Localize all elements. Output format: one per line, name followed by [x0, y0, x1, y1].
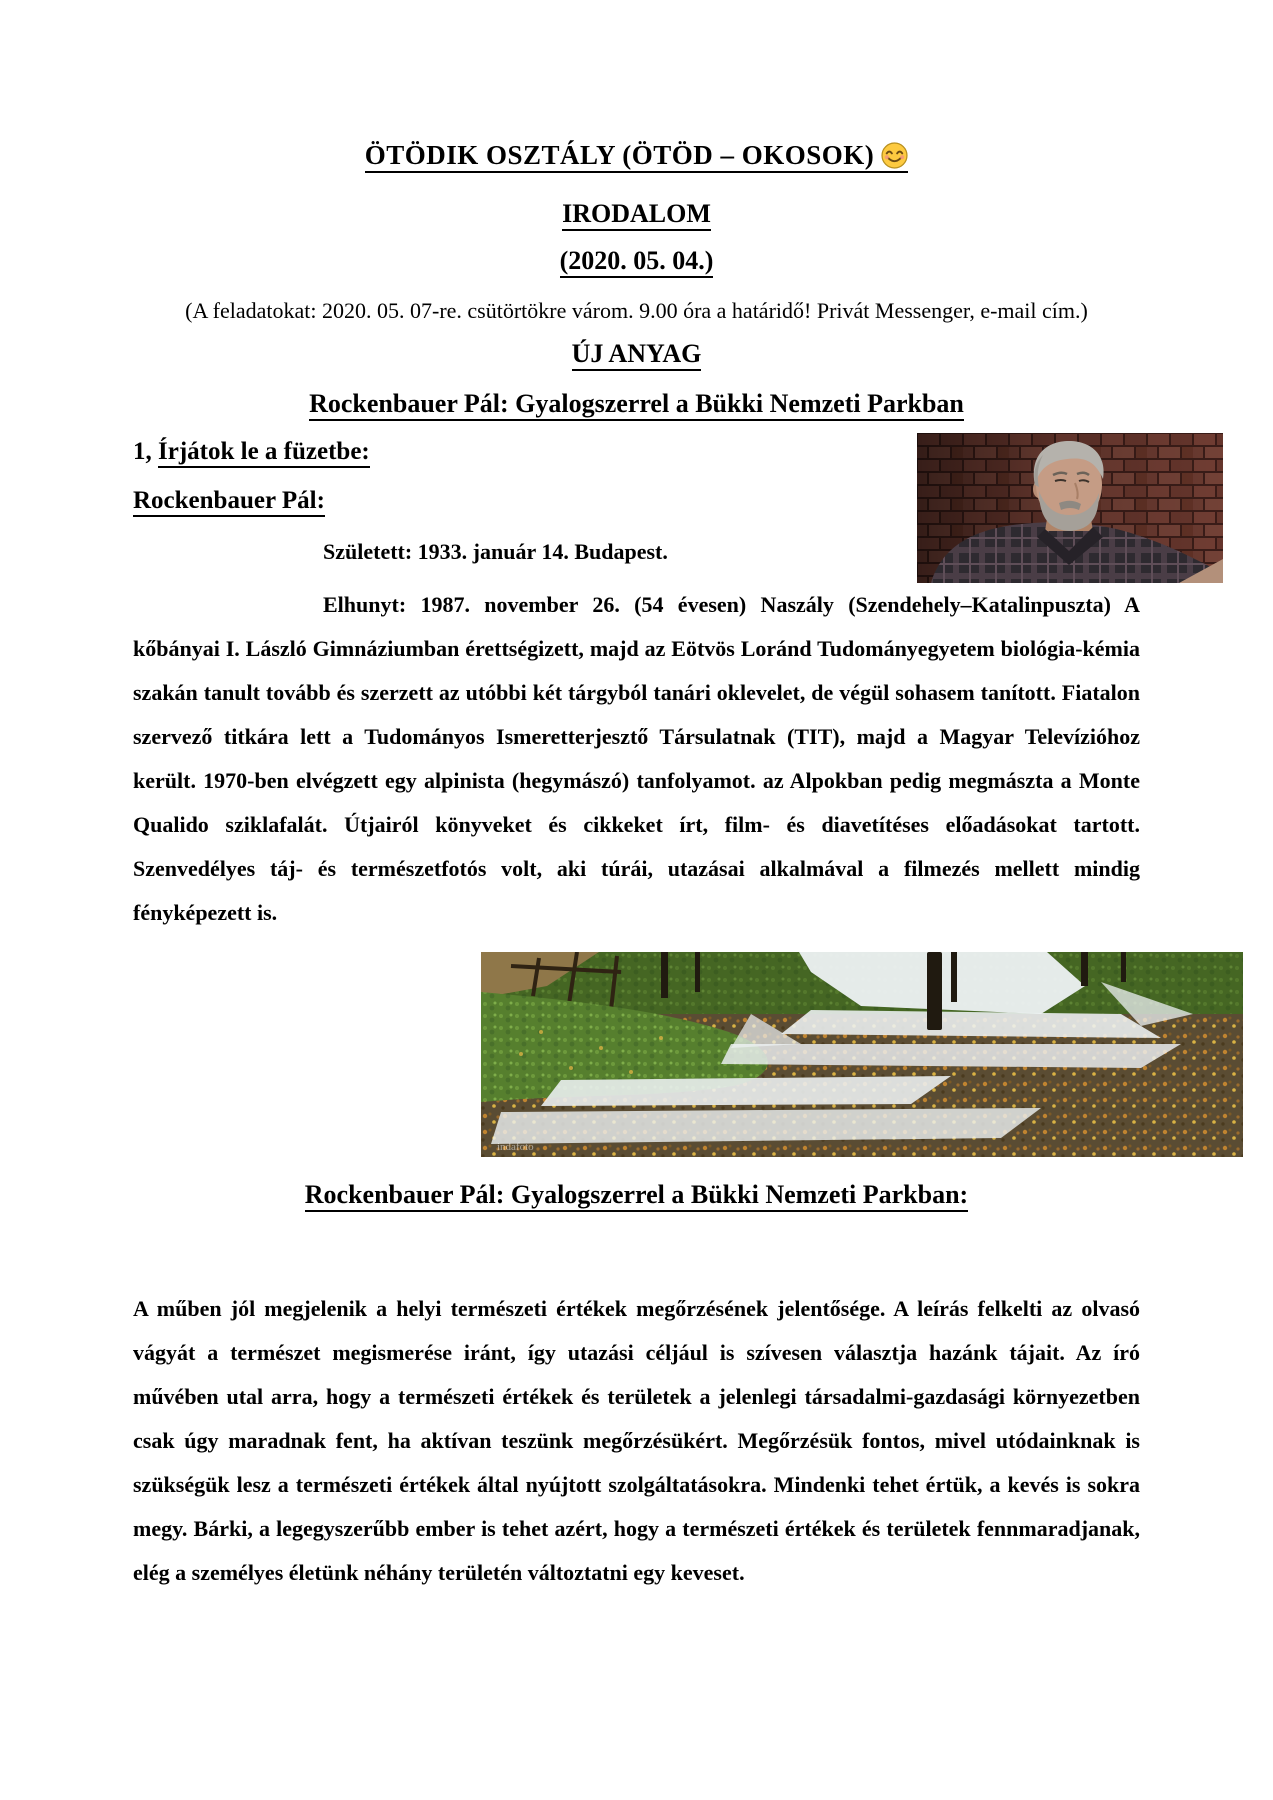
waterfall-photo: [481, 952, 1243, 1157]
new-material-heading-text: ÚJ ANYAG: [572, 339, 702, 371]
new-material-heading: [133, 339, 1140, 369]
author-heading-text: Rockenbauer Pál:: [133, 487, 325, 517]
analysis-paragraph: A műben jól megjelenik a helyi természeti értékek megőrzésének jelentősége. A leírás felkelti az olvasó vágyát a természet megismerése iránt, így utazási céljául is szívesen választja hazánk tájait. Az író művében utal arra, hogy a természeti értékek és területek a jelenlegi társadalmi-gazdasági környezetben csak úgy maradnak fent, ha aktívan teszünk megőrzésükért. Megőrzésük fontos, mivel utódainknak is szükségük lesz a természeti értékek által nyújtott szolgáltatásokra. Mindenki tehet értük, a kevés is sokra megy. Bárki, a legegyszerűbb ember is tehet azért, hogy a természeti értékek és területek fennmaradjanak, elég a személyes életünk néhány területén változtatni egy keveset.: [133, 1296, 1140, 1585]
task-instruction: Írjátok le a füzetbe:: [158, 438, 370, 468]
main-title-text: ÖTÖDIK OSZTÁLY (ÖTÖD – OKOSOK): [364, 140, 875, 170]
bio-paragraph: Elhunyt: 1987. november 26. (54 évesen) Naszály (Szendehely–Katalinpuszta) A kőbányai I. László Gimnáziumban érettségizett, majd az Eötvös Loránd Tudományegyetem biológia-kémia szakán tanult tovább és szerzett az utóbbi két tárgyból tanári oklevelet, de végül sohasem tanított. Fiatalon szervező titkára lett a Tudományos Ismeretterjesztő Társulatnak (TIT), majd a Magyar Televízióhoz került. 1970-ben elvégzett egy alpinista (hegymászó) tanfolyamot. az Alpokban pedig megmászta a Monte Qualido sziklafalát. Útjairól könyveket és cikkeket írt, film- és diavetítéses előadásokat tartott. Szenvedélyes táj- és természetfotós volt, aki túrái, utazásai alkalmával a filmezés mellett mindig fényképezett is.: [133, 592, 1140, 925]
main-title: [133, 140, 1140, 171]
book-heading: [133, 1180, 1140, 1210]
date-heading: [133, 246, 1140, 276]
task-number: 1,: [133, 438, 152, 465]
main-title-underline: [365, 140, 909, 173]
date-heading-text: (2020. 05. 04.): [560, 246, 714, 278]
book-heading-text: Rockenbauer Pál: Gyalogszerrel a Bükki Nemzeti Parkban:: [305, 1180, 968, 1212]
lesson-heading: [133, 389, 1140, 419]
subject-heading-text: IRODALOM: [562, 199, 711, 231]
subject-heading: [133, 199, 1140, 229]
born-line: Született: 1933. január 14. Budapest.: [323, 539, 668, 564]
lesson-heading-text: Rockenbauer Pál: Gyalogszerrel a Bükki Nemzeti Parkban: [309, 389, 964, 421]
deadline-note: (A feladatokat: 2020. 05. 07-re. csütörtökre várom. 9.00 óra a határidő! Privát Messenger, e-mail cím.): [185, 298, 1088, 323]
smiling-face-emoji-icon: [881, 142, 908, 169]
waterfall-watermark: indafoto: [497, 1141, 534, 1153]
